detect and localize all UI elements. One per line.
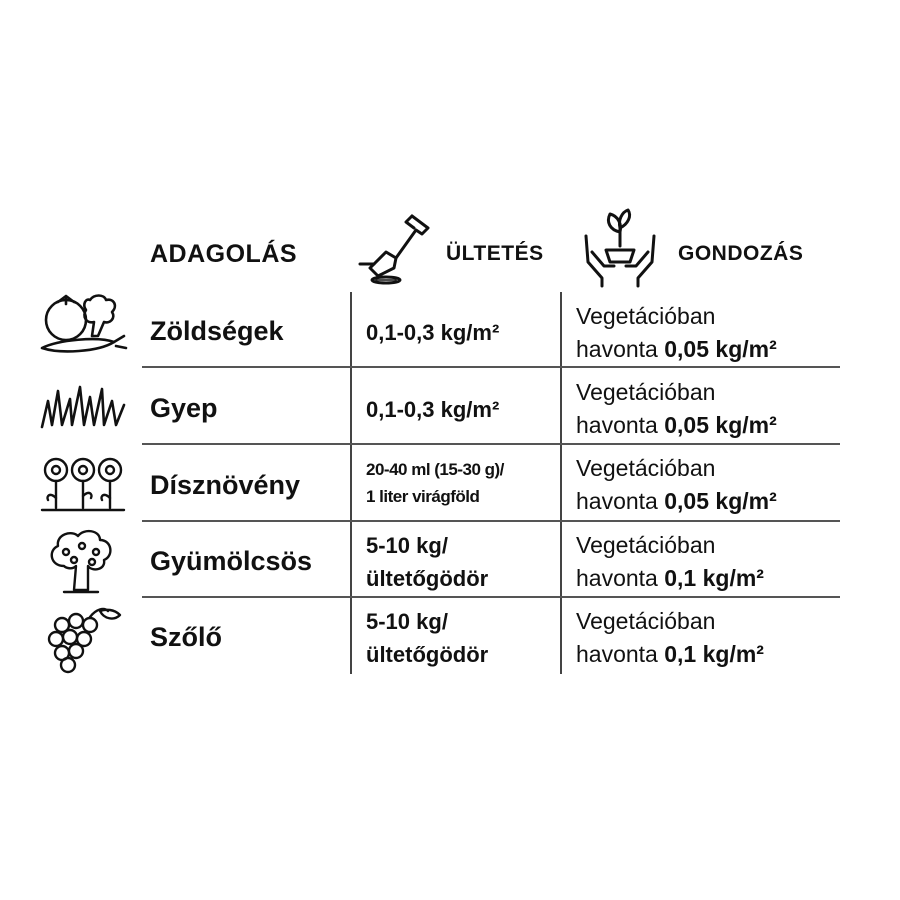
plant-name: Gyep bbox=[150, 393, 218, 423]
planting-dose-line: 0,1-0,3 kg/m² bbox=[366, 320, 500, 345]
care-amount: 0,05 kg/m² bbox=[664, 488, 777, 514]
row-divider bbox=[142, 443, 840, 445]
care-dose bbox=[576, 529, 764, 595]
plant-name: Szőlő bbox=[150, 622, 222, 652]
planting-dose-line: 5-10 kg/ bbox=[366, 533, 448, 558]
grass-icon bbox=[38, 375, 128, 443]
grapes-icon bbox=[38, 603, 128, 675]
header-dosage: ADAGOLÁS bbox=[150, 240, 298, 268]
flowers-icon bbox=[38, 452, 128, 520]
care-prefix: havonta bbox=[576, 565, 658, 591]
planting-dose-line: 1 liter virágföld bbox=[366, 487, 480, 506]
care-amount: 0,1 kg/m² bbox=[664, 565, 764, 591]
care-dose bbox=[576, 605, 764, 671]
row-divider bbox=[142, 520, 840, 522]
care-prefix: havonta bbox=[576, 336, 658, 362]
care-amount: 0,05 kg/m² bbox=[664, 336, 777, 362]
header-planting: ÜLTETÉS bbox=[446, 242, 544, 265]
planting-dose-line: 20-40 ml (15-30 g)/ bbox=[366, 460, 504, 479]
care-dose bbox=[576, 376, 777, 442]
care-prefix: havonta bbox=[576, 641, 658, 667]
care-line-1: Vegetációban bbox=[576, 608, 716, 634]
planting-dose bbox=[366, 456, 504, 510]
planting-dose-line: ültetőgödör bbox=[366, 642, 489, 667]
care-line-1: Vegetációban bbox=[576, 379, 716, 405]
care-prefix: havonta bbox=[576, 412, 658, 438]
care-amount: 0,1 kg/m² bbox=[664, 641, 764, 667]
care-prefix: havonta bbox=[576, 488, 658, 514]
planting-dose-line: 0,1-0,3 kg/m² bbox=[366, 397, 500, 422]
shovel-icon bbox=[356, 210, 440, 290]
planting-dose-line: ültetőgödör bbox=[366, 566, 489, 591]
care-line-1: Vegetációban bbox=[576, 532, 716, 558]
care-dose bbox=[576, 452, 777, 518]
plant-name: Gyümölcsös bbox=[150, 546, 313, 576]
row-divider bbox=[142, 366, 840, 368]
planting-dose-line: 5-10 kg/ bbox=[366, 609, 448, 634]
care-line-1: Vegetációban bbox=[576, 303, 716, 329]
fruit-tree-icon bbox=[38, 526, 128, 598]
planting-dose bbox=[366, 395, 499, 425]
care-amount: 0,05 kg/m² bbox=[664, 412, 777, 438]
vegetables-icon bbox=[38, 292, 128, 360]
hands-with-sprout-icon bbox=[580, 206, 660, 290]
column-divider-1 bbox=[350, 292, 352, 674]
header-care: GONDOZÁS bbox=[678, 242, 804, 265]
care-line-1: Vegetációban bbox=[576, 455, 716, 481]
row-divider bbox=[142, 596, 840, 598]
plant-name: Dísznövény bbox=[150, 470, 301, 500]
planting-dose bbox=[366, 529, 488, 595]
planting-dose bbox=[366, 318, 499, 348]
column-divider-2 bbox=[560, 292, 562, 674]
plant-name: Zöldségek bbox=[150, 316, 284, 346]
planting-dose bbox=[366, 605, 488, 671]
care-dose bbox=[576, 300, 777, 366]
